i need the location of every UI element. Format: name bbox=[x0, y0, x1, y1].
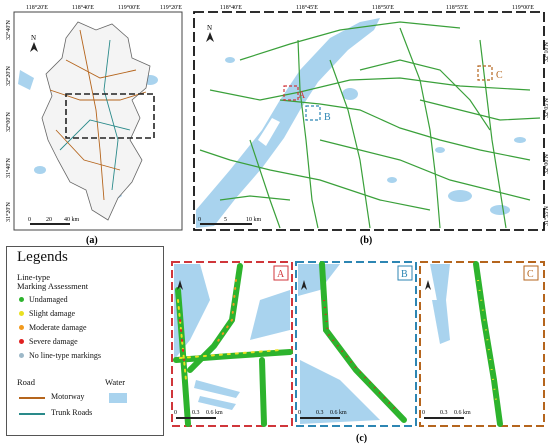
legend-item-no-markings bbox=[19, 351, 101, 360]
panel-b-lat-2: 32°05'N bbox=[544, 98, 550, 118]
panel-a-lat-4: 31°40'N bbox=[6, 158, 12, 178]
panel-b-label: (b) bbox=[360, 235, 373, 246]
panel-a-scale-20: 20 bbox=[46, 217, 52, 223]
legend-item-label: Undamaged bbox=[29, 295, 68, 304]
legend-item-label: Severe damage bbox=[29, 337, 78, 346]
inset-a-scale-2: 0.6 km bbox=[206, 410, 223, 416]
inset-b-badge-label: B bbox=[401, 269, 408, 280]
moderate-dot-icon bbox=[19, 325, 24, 330]
inset-b-scale-1: 0.3 bbox=[316, 410, 324, 416]
no-markings-dot-icon bbox=[19, 353, 24, 358]
panel-a-scalebar bbox=[30, 223, 70, 225]
legend-item-undamaged bbox=[19, 295, 68, 304]
panel-b-lon-2: 118°45'E bbox=[296, 5, 318, 11]
motorway-line-icon bbox=[19, 397, 45, 399]
panel-a-north-label: N bbox=[31, 34, 37, 42]
panel-c-label: (c) bbox=[356, 433, 368, 444]
inset-b-scalebar bbox=[300, 417, 340, 419]
legend-item-slight bbox=[19, 309, 75, 318]
legend-box bbox=[6, 246, 164, 436]
inset-c-badge-label: C bbox=[527, 269, 534, 280]
legend-item-label: Moderate damage bbox=[29, 323, 87, 332]
panel-b-scale-0: 0 bbox=[198, 217, 201, 223]
panel-b-lat-1: 32°10'N bbox=[544, 42, 550, 62]
legend-item-moderate bbox=[19, 323, 87, 332]
legend-title: Legends bbox=[17, 249, 68, 265]
panel-b-marker-c-label: C bbox=[496, 70, 503, 81]
panel-b-lat-3: 32°00'N bbox=[544, 154, 550, 174]
panel-a-lon-4: 119°20'E bbox=[160, 5, 182, 11]
water-swatch-icon bbox=[109, 393, 127, 403]
panel-b-lon-4: 118°55'E bbox=[446, 5, 468, 11]
inset-a-badge-label: A bbox=[277, 269, 285, 280]
inset-c-scale-1: 0.3 bbox=[440, 410, 448, 416]
inset-a-scale-1: 0.3 bbox=[192, 410, 200, 416]
legend-motorway-label: Motorway bbox=[51, 392, 85, 401]
panel-b-lon-1: 118°40'E bbox=[220, 5, 242, 11]
panel-a-lat-3: 32°00'N bbox=[6, 112, 12, 132]
panel-a-label: (a) bbox=[86, 235, 98, 246]
panel-b-scalebar bbox=[200, 223, 252, 225]
panel-b-marker-a-label: A bbox=[298, 90, 306, 101]
slight-dot-icon bbox=[19, 311, 24, 316]
panel-a-lat-2: 32°20'N bbox=[6, 66, 12, 86]
panel-b-frame bbox=[194, 12, 544, 230]
trunk-road-line-icon bbox=[19, 413, 45, 415]
panel-a-scale-0: 0 bbox=[28, 217, 31, 223]
inset-a-scalebar bbox=[176, 417, 216, 419]
inset-c-scale-0: 0 bbox=[422, 410, 425, 416]
inset-a-scale-0: 0 bbox=[174, 410, 177, 416]
legend-road-title: Road bbox=[17, 377, 35, 387]
legend-subtitle-line2: Marking Assessment bbox=[17, 281, 89, 291]
undamaged-dot-icon bbox=[19, 297, 24, 302]
panel-a-lon-2: 118°40'E bbox=[72, 5, 94, 11]
legend-item-label: No line-type markings bbox=[29, 351, 101, 360]
panel-a-lon-1: 118°20'E bbox=[26, 5, 48, 11]
panel-b-scale-10: 10 km bbox=[246, 217, 262, 223]
panel-a-lat-5: 31°20'N bbox=[6, 202, 12, 222]
inset-c-scale-2: 0.6 km bbox=[454, 410, 471, 416]
panel-b-lon-3: 118°50'E bbox=[372, 5, 394, 11]
panel-b-lon-5: 119°00'E bbox=[512, 5, 534, 11]
panel-a-lon-3: 119°00'E bbox=[118, 5, 140, 11]
legend-item-label: Slight damage bbox=[29, 309, 75, 318]
inset-b-scale-0: 0 bbox=[298, 410, 301, 416]
severe-dot-icon bbox=[19, 339, 24, 344]
legend-trunk-label: Trunk Roads bbox=[51, 408, 93, 417]
panel-a-scale-40: 40 km bbox=[64, 217, 80, 223]
panel-a-lat-1: 32°40'N bbox=[6, 20, 12, 40]
panel-b-north-label: N bbox=[207, 24, 213, 32]
legend-water-title: Water bbox=[105, 377, 126, 387]
panel-b-scale-5: 5 bbox=[224, 217, 227, 223]
inset-b-scale-2: 0.6 km bbox=[330, 410, 347, 416]
legend-item-severe bbox=[19, 337, 78, 346]
inset-c-scalebar bbox=[424, 417, 464, 419]
panel-b-marker-b-label: B bbox=[324, 112, 331, 123]
legend-subtitle-line1: Line-type bbox=[17, 272, 51, 282]
legend-subtitle bbox=[17, 273, 88, 291]
panel-b-lat-4: 31°55'N bbox=[544, 206, 550, 226]
